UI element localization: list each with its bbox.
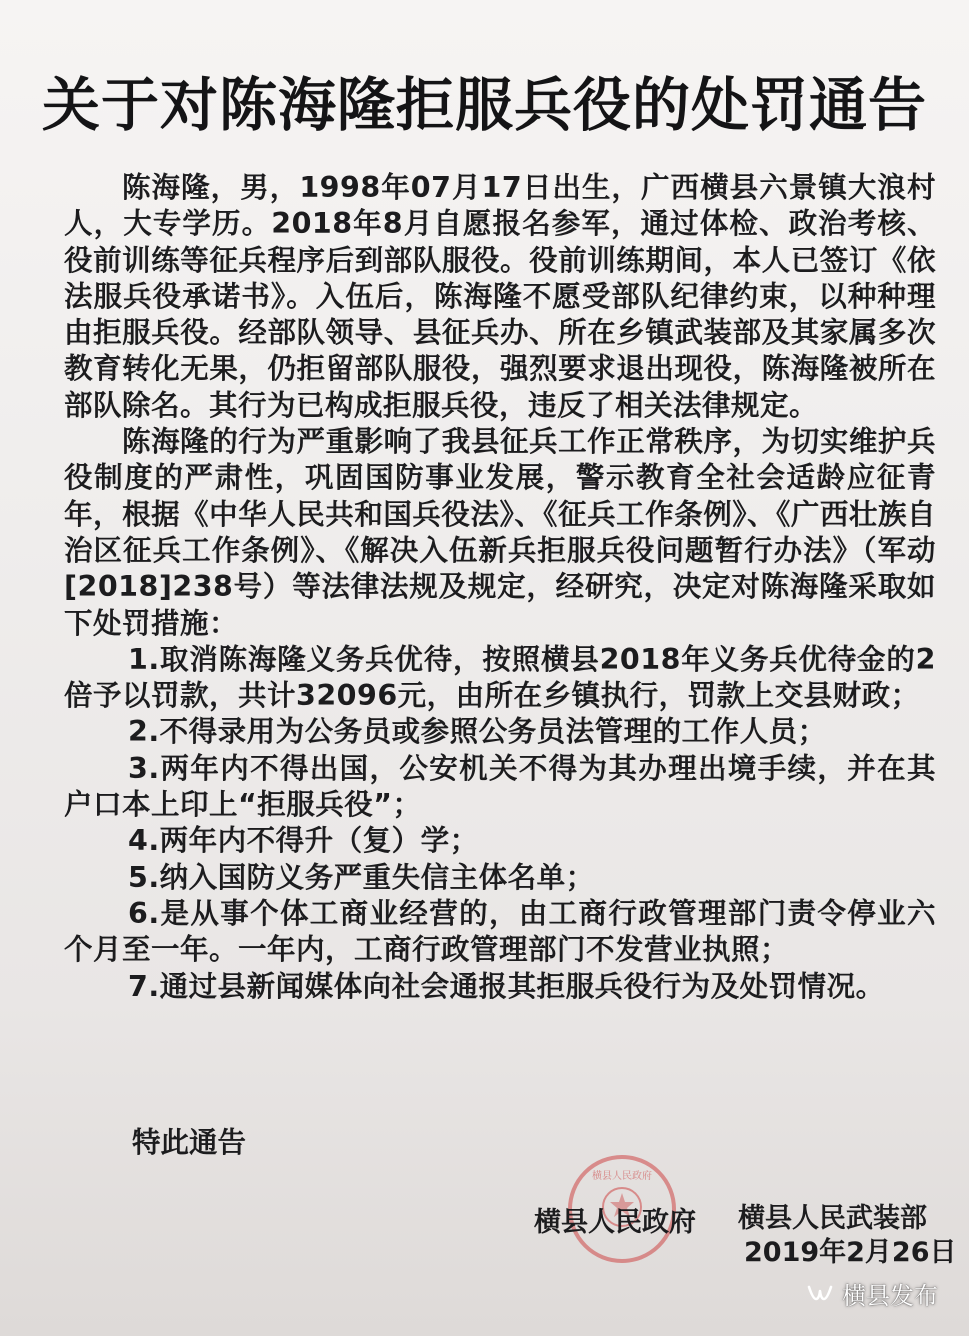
measure-item: 1.取消陈海隆义务兵优待，按照横县2018年义务兵优待金的2倍予以罚款，共计32096元，由所在乡镇执行，罚款上交县财政； — [64, 642, 936, 713]
closing-text: 特此通告 — [132, 1126, 247, 1159]
measure-item: 6.是从事个体工商业经营的，由工商行政管理部门责令停业六个月至一年。一年内，工商行政管理部门不发营业执照； — [64, 896, 936, 967]
wechat-channel-icon — [806, 1281, 834, 1305]
measure-item: 7.通过县新闻媒体向社会通报其拒服兵役行为及处罚情况。 — [128, 969, 885, 1003]
watermark — [806, 1276, 938, 1310]
notice-title: 关于对陈海隆拒服兵役的处罚通告 — [41, 71, 927, 139]
issuer-government: 横县人民政府 — [534, 1207, 696, 1238]
measure-item: 5.纳入国防义务严重失信主体名单； — [128, 860, 595, 894]
notice-date: 2019年2月26日 — [744, 1237, 957, 1268]
issuer-armed-forces: 横县人民武装部 — [738, 1203, 927, 1234]
measure-item: 2.不得录用为公务员或参照公务员法管理的工作人员； — [128, 715, 827, 749]
paragraph-background: 陈海隆，男，1998年07月17日出生，广西横县六景镇大浪村人，大专学历。2018年8月自愿报名参军，通过体检、政治考核、役前训练等征兵程序后到部队服役。役前训练期间，本人已签订《依法服兵役承诺书》。入伍后，陈海隆不愿受部队纪律约束，以种种理由拒服兵役。经部队领导、县征兵办、所在乡镇武装部及其家属多次教育转化无果，仍拒留部队服役，强烈要求退出现役，陈海隆被所在部队除名。其行为已构成拒服兵役，违反了相关法律规定。 — [64, 171, 936, 422]
seal-text: 横县人民政府 — [592, 1171, 652, 1182]
notice-body — [64, 170, 936, 1005]
paragraph-decision: 陈海隆的行为严重影响了我县征兵工作正常秩序，为切实维护兵役制度的严肃性，巩固国防事业发展，警示教育全社会适龄应征青年，根据《中华人民共和国兵役法》、《征兵工作条例》、《广西壮族自治区征兵工作条例》、《解决入伍新兵拒服兵役问题暂行办法》（军动[2018]238号）等法律法规及规定，经研究，决定对陈海隆采取如下处罚措施： — [64, 425, 936, 640]
measure-item: 4.两年内不得升（复）学； — [128, 824, 479, 858]
watermark-text: 横县发布 — [842, 1281, 938, 1310]
measure-item: 3.两年内不得出国，公安机关不得为其办理出境手续，并在其户口本上印上“拒服兵役”； — [64, 751, 936, 822]
